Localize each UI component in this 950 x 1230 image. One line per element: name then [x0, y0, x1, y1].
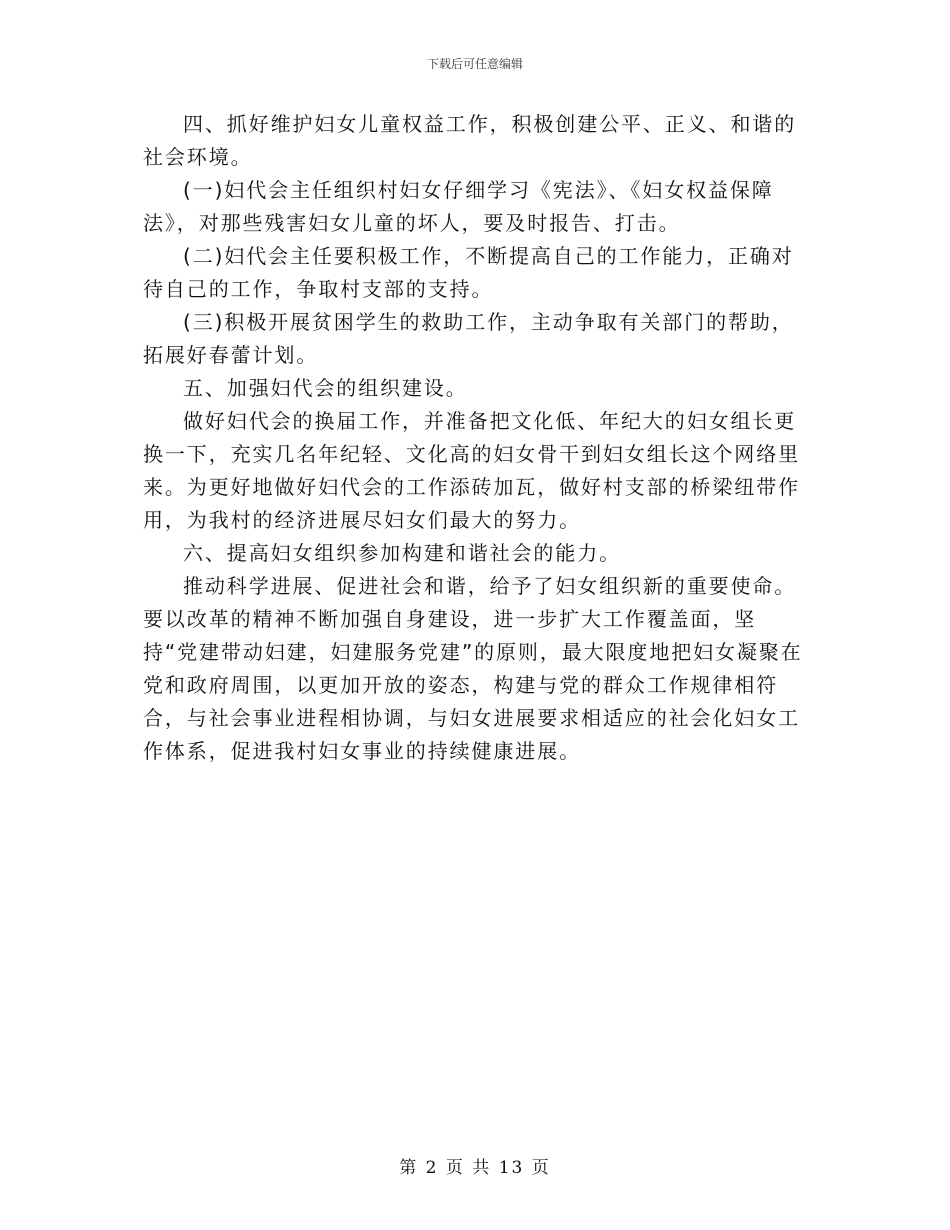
section-five-paragraph: 做好妇代会的换届工作，并准备把文化低、年纪大的妇女组长更换一下，充实几名年纪轻、文化高的妇女骨干到妇女组长这个网络里来。为更好地做好妇代会的工作添砖加瓦，做好村支部的桥梁纽带作用，为我村的经济进展尽妇女们最大的努力。	[143, 409, 800, 532]
section-six-paragraph: 推动科学进展、促进社会和谐，给予了妇女组织新的重要使命。要以改革的精神不断加强自身建设，进一步扩大工作覆盖面，坚持“党建带动妇建，妇建服务党建”的原则，最大限度地把妇女凝聚在党和政府周围，以更加开放的姿态，构建与党的群众工作规律相符合，与社会事业进程相协调，与妇女进展要求相适应的社会化妇女工作体系，促进我村妇女事业的持续健康进展。	[143, 574, 803, 763]
page-number: 第 2 页 共 13 页	[399, 1158, 551, 1178]
item-two-paragraph: (二)妇代会主任要积极工作，不断提高自己的工作能力，正确对待自己的工作，争取村支部的支持。	[143, 244, 794, 301]
section-five-heading: 五、加强妇代会的组织建设。	[183, 376, 468, 400]
document-body	[143, 108, 808, 768]
item-three-paragraph: (三)积极开展贫困学生的救助工作，主动争取有关部门的帮助，拓展好春蕾计划。	[143, 310, 794, 367]
header-note: 下载后可任意编辑	[426, 57, 523, 71]
item-one-paragraph: (一)妇代会主任组织村妇女仔细学习《宪法》、《妇女权益保障法》，对那些残害妇女儿童的坏人，要及时报告、打击。	[143, 178, 774, 235]
section-four-heading: 四、抓好维护妇女儿童权益工作，积极创建公平、正义、和谐的社会环境。	[143, 112, 797, 169]
section-six-heading: 六、提高妇女组织参加构建和谐社会的能力。	[183, 541, 621, 565]
